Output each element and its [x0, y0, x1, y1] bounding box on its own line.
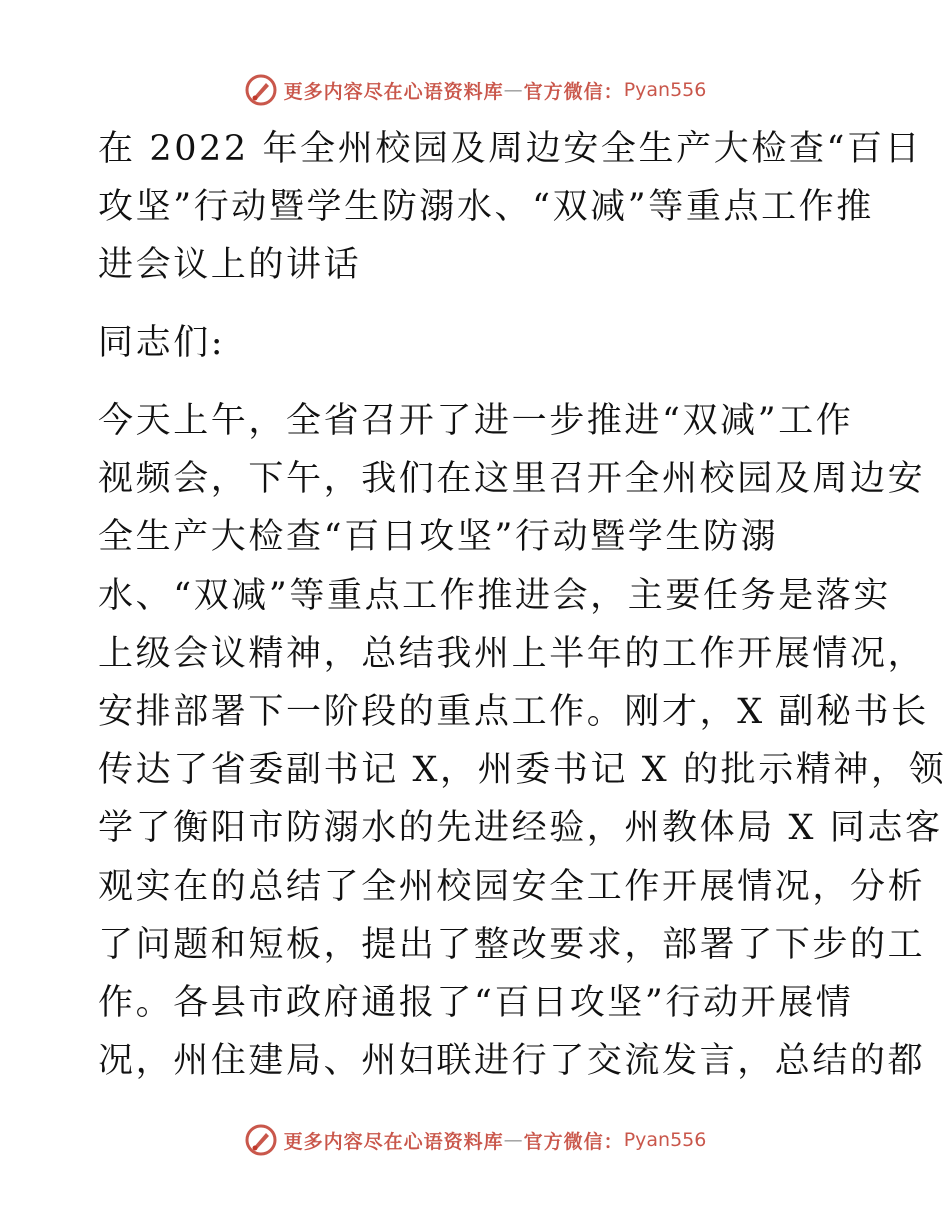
title-line: 攻坚”行动暨学生防溺水、“双减”等重点工作推 [98, 187, 874, 227]
watermark-id: Pyan556 [623, 79, 707, 101]
body-line: 视频会，下午，我们在这里召开全州校园及周边安 [98, 459, 926, 500]
watermark-header [0, 70, 950, 110]
body-line: 况，州住建局、州妇联进行了交流发言，总结的都 [98, 1041, 926, 1082]
watermark-separator: — [503, 1129, 524, 1151]
watermark-footer [0, 1120, 950, 1160]
body-line: 水、“双减”等重点工作推进会，主要任务是落实 [98, 575, 891, 616]
document-title [98, 120, 923, 294]
watermark-brand: 更多内容尽在心语资料库 [283, 80, 504, 103]
title-line: 进会议上的讲话 [98, 245, 362, 285]
watermark-id: Pyan556 [623, 1129, 707, 1151]
body-line: 安排部署下一阶段的重点工作。刚才，X 副秘书长 [98, 691, 929, 732]
salutation: 同志们: [98, 323, 226, 363]
document-page [98, 120, 947, 1090]
pen-circle-logo-icon [244, 1123, 278, 1157]
body-line: 作。各县市政府通报了“百日攻坚”行动开展情 [98, 982, 854, 1023]
watermark-label: 官方微信： [523, 1130, 624, 1153]
title-line: 在 2022 年全州校园及周边安全生产大检查“百日 [98, 129, 923, 169]
body-line: 了问题和短板，提出了整改要求，部署了下步的工 [98, 924, 926, 965]
body-line: 观实在的总结了全州校园安全工作开展情况，分析 [98, 866, 926, 907]
body-line: 今天上午，全省召开了进一步推进“双减”工作 [98, 401, 854, 441]
body-line: 学了衡阳市防溺水的先进经验，州教体局 X 同志客 [98, 808, 943, 849]
watermark-brand: 更多内容尽在心语资料库 [283, 1130, 504, 1153]
watermark-separator: — [503, 79, 524, 101]
pen-circle-logo-icon [244, 73, 278, 107]
body-line: 上级会议精神，总结我州上半年的工作开展情况， [98, 633, 926, 674]
body-line: 全生产大检查“百日攻坚”行动暨学生防溺 [98, 517, 779, 558]
body-line: 传达了省委副书记 X，州委书记 X 的批示精神，领 [98, 750, 947, 791]
watermark-label: 官方微信： [523, 80, 624, 103]
body-paragraph [98, 392, 947, 1090]
